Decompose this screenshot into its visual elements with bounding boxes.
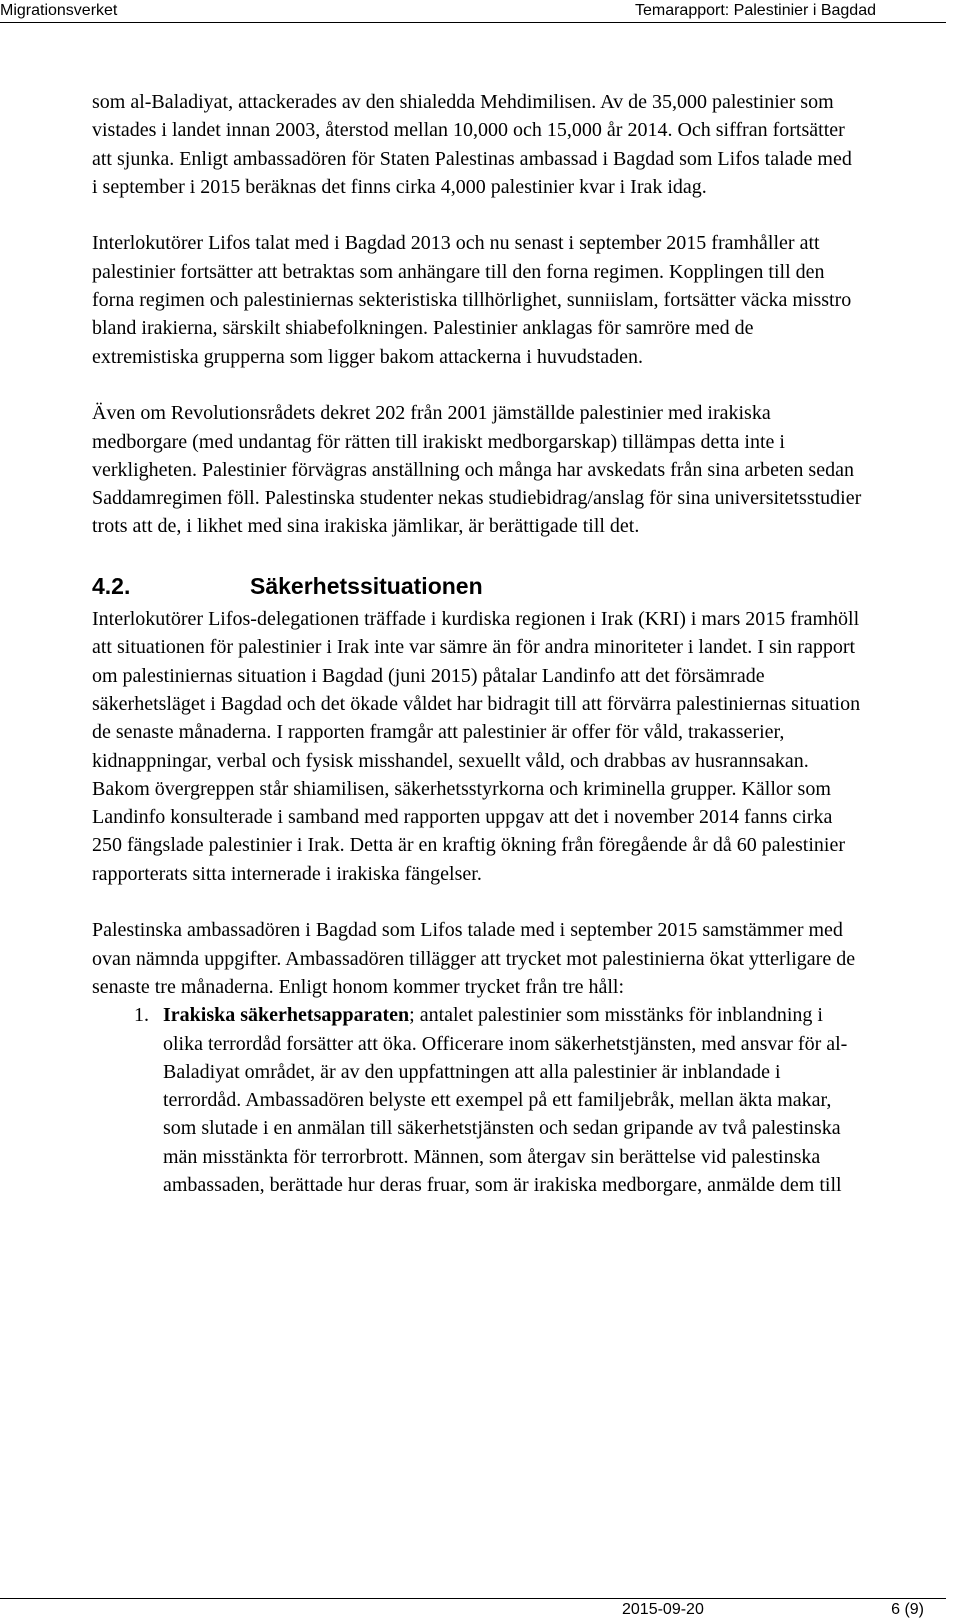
- header-organization: Migrationsverket: [0, 2, 118, 19]
- page-footer: [0, 1598, 946, 1622]
- section-title: Säkerhetssituationen: [250, 573, 483, 600]
- footer-date: 2015-09-20: [622, 1601, 704, 1618]
- list-item: [92, 1001, 862, 1199]
- list-item-bold-term: Irakiska säkerhetsapparaten: [163, 1004, 410, 1027]
- paragraph: som al-Baladiyat, attackerades av den shialedda Mehdimilisen. Av de 35,000 palestinier som vistades i landet innan 2003, återstod mellan 10,000 och 15,000 år 2014. Och siffran fortsätter att sjunka. Enligt ambassadören för Staten Palestinas ambassad i Bagdad som Lifos talade med i september i 2015 beräknas det finns cirka 4,000 palestinier kvar i Irak idag.: [92, 91, 852, 198]
- numbered-list: [92, 1001, 862, 1199]
- header-report-title: Temarapport: Palestinier i Bagdad: [634, 2, 876, 19]
- paragraph: Interlokutörer Lifos-delegationen träffade i kurdiska regionen i Irak (KRI) i mars 2015 framhöll att situationen för palestinier i Irak inte var sämre än för andra minoriteter i landet. I sin rapport om palestiniernas situation i Bagdad (juni 2015) påtalar Landinfo att det försämrade säkerhetsläget i Bagdad och det ökade våldet har bidragit till att förvärra palestiniernas situation de senaste månaderna. I rapporten framgår att palestinier är offer för våld, trakasserier, kidnappningar, verbal och fysisk misshandel, sexuellt våld, och drabbas av husrannsakan. Bakom övergreppen står shiamilisen, säkerhetsstyrkorna och kriminella grupper. Källor som Landinfo konsulterade i samband med rapporten uppgav att det i november 2014 fanns cirka 250 fängslade palestinier i Irak. Detta är en kraftig ökning från föregående år då 60 palestinier rapporterats sitta internerade i irakiska fängelser.: [92, 608, 861, 885]
- paragraph: Interlokutörer Lifos talat med i Bagdad 2013 och nu senast i september 2015 framhåller att palestinier fortsätter att betraktas som anhängare till den forna regimen. Kopplingen till den forna regimen och palestiniernas sekteristiska tillhörlighet, sunniislam, fortsätter väcka misstro bland irakierna, särskilt shiabefolkningen. Palestinier anklagas för samröre med de extremistiska grupperna som ligger bakom attackerna i huvudstaden.: [92, 232, 852, 368]
- paragraph: Palestinska ambassadören i Bagdad som Lifos talade med i september 2015 samstämmer med ovan nämnda uppgifter. Ambassadören tillägger att trycket mot palestinierna ökat ytterligare de senaste tre månaderna. Enligt honom kommer trycket från tre håll:: [92, 919, 856, 998]
- page-number: 6 (9): [891, 1601, 924, 1618]
- section-heading: [92, 569, 862, 605]
- section-number: 4.2.: [92, 573, 131, 600]
- page-header: [0, 0, 946, 23]
- document-body: [92, 88, 862, 1199]
- list-item-text: ; antalet palestinier som misstänks för inblandning i olika terrordåd forsätter att öka. Officerare inom säkerhetstjänsten, med ansvar för al-Baladiyat området, är av den uppfattningen att alla palestinier är inblandade i terrordåd. Ambassadören belyste ett exempel på ett familjebråk, mellan äkta makar, som slutade i en anmälan till säkerhetstjänsten och sedan gripande av två palestinska män misstänkta för terrorbrott. Männen, som återgav sin berättelse vid palestinska ambassaden, berättade hur deras fruar, som är irakiska medborgare, anmälde dem till: [163, 1004, 848, 1196]
- list-marker: 1.: [134, 1004, 149, 1027]
- paragraph: Även om Revolutionsrådets dekret 202 från 2001 jämställde palestinier med irakiska medborgare (med undantag för rätten till irakiskt medborgarskap) tillämpas detta inte i verkligheten. Palestinier förvägras anställning och många har avskedats från sina arbeten sedan Saddamregimen föll. Palestinska studenter nekas studiebidrag/anslag för sina universitetsstudier trots att de, i likhet med sina irakiska jämlikar, är berättigade till det.: [92, 402, 862, 538]
